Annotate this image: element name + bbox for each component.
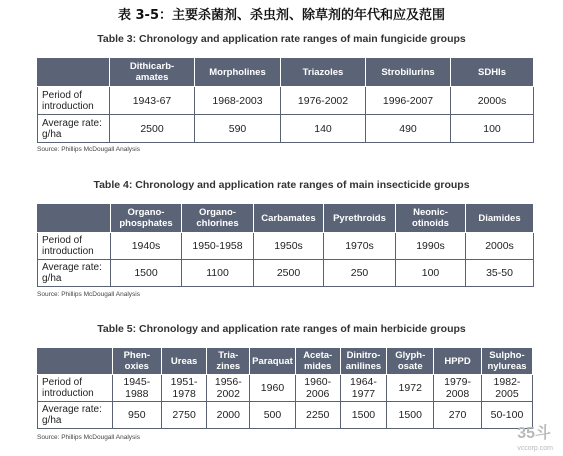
- table-cell: 1964- 1977: [340, 375, 387, 402]
- col-header-diamides: Diamides: [466, 204, 534, 233]
- table-cell: 1500: [387, 402, 434, 429]
- col-header-sdhis: SDHIs: [451, 58, 534, 87]
- col-header-phenoxies: Phen- oxies: [112, 348, 161, 375]
- table-cell: 490: [366, 115, 451, 143]
- table-cell: 2000s: [451, 87, 534, 115]
- table-cell: 1951- 1978: [161, 375, 207, 402]
- table-cell: 1990s: [396, 233, 466, 260]
- table-cell: 50-100: [481, 402, 532, 429]
- table-cell: 1968-2003: [195, 87, 281, 115]
- table-cell: 100: [451, 115, 534, 143]
- header-corner: [38, 58, 110, 87]
- fungicide-table: [37, 57, 534, 143]
- col-header-pyrethroids: Pyrethroids: [324, 204, 396, 233]
- col-header-acetamides: Aceta- mides: [295, 348, 340, 375]
- table-cell: 1996-2007: [366, 87, 451, 115]
- row-label-rate: Average rate: g/ha: [38, 260, 111, 287]
- col-header-morpholines: Morpholines: [195, 58, 281, 87]
- col-header-strobilurins: Strobilurins: [366, 58, 451, 87]
- table-cell: 2500: [254, 260, 324, 287]
- table-cell: 2000: [207, 402, 250, 429]
- table-cell: 1500: [340, 402, 387, 429]
- table-cell: 1500: [111, 260, 182, 287]
- col-header-paraquat: Paraquat: [250, 348, 296, 375]
- header-corner: [38, 348, 113, 375]
- table-cell: 270: [434, 402, 482, 429]
- table3-source: Source: Phillips McDougall Analysis: [37, 146, 140, 153]
- table3-title: Table 3: Chronology and application rate ranges of main fungicide groups: [97, 33, 466, 45]
- table-cell: 1970s: [324, 233, 396, 260]
- table4-source: Source: Phillips McDougall Analysis: [37, 291, 140, 298]
- watermark-sub: vccorp.com: [517, 445, 553, 452]
- table-cell: 100: [396, 260, 466, 287]
- table-cell: 1960: [250, 375, 296, 402]
- col-header-carbamates: Carbamates: [254, 204, 324, 233]
- table-cell: 1940s: [111, 233, 182, 260]
- col-header-ureas: Ureas: [161, 348, 207, 375]
- table-cell: 1972: [387, 375, 434, 402]
- col-header-triazines: Tria- zines: [207, 348, 250, 375]
- insecticide-table: [37, 203, 534, 287]
- table-cell: 1982- 2005: [481, 375, 532, 402]
- table-cell: 2250: [295, 402, 340, 429]
- table-cell: 1950-1958: [182, 233, 254, 260]
- table-cell: 140: [281, 115, 366, 143]
- table-cell: 2750: [161, 402, 207, 429]
- col-header-triazoles: Triazoles: [281, 58, 366, 87]
- table-cell: 1100: [182, 260, 254, 287]
- table-cell: 1945- 1988: [112, 375, 161, 402]
- table-cell: 1976-2002: [281, 87, 366, 115]
- table5-title: Table 5: Chronology and application rate ranges of main herbicide groups: [97, 323, 466, 335]
- table-cell: 500: [250, 402, 296, 429]
- table-cell: 250: [324, 260, 396, 287]
- header-corner: [38, 204, 111, 233]
- watermark-logo: [479, 418, 557, 452]
- watermark-text: 35斗: [517, 425, 551, 442]
- row-label-period: Period of introduction: [38, 375, 113, 402]
- col-header-sulphonylureas: Sulpho- nylureas: [481, 348, 532, 375]
- table5-source: Source: Phillips McDougall Analysis: [37, 434, 140, 441]
- table-cell: 1956- 2002: [207, 375, 250, 402]
- row-label-period: Period of introduction: [38, 87, 110, 115]
- col-header-organophosphates: Organo- phosphates: [111, 204, 182, 233]
- table-cell: 1950s: [254, 233, 324, 260]
- row-label-period: Period of introduction: [38, 233, 111, 260]
- table-cell: 1943-67: [110, 87, 195, 115]
- table-cell: 1960- 2006: [295, 375, 340, 402]
- col-header-dithiocarbamates: Dithicarb- amates: [110, 58, 195, 87]
- table-cell: 1979- 2008: [434, 375, 482, 402]
- page-title: 表 3-5：主要杀菌剂、杀虫剂、除草剂的年代和应及范围: [117, 8, 445, 23]
- table-cell: 2000s: [466, 233, 534, 260]
- table-cell: 590: [195, 115, 281, 143]
- col-header-hppd: HPPD: [434, 348, 482, 375]
- col-header-neonicotinoids: Neonic- otinoids: [396, 204, 466, 233]
- table-cell: 35-50: [466, 260, 534, 287]
- table4-title: Table 4: Chronology and application rate ranges of main insecticide groups: [93, 179, 470, 191]
- table-cell: 950: [112, 402, 161, 429]
- table-cell: 2500: [110, 115, 195, 143]
- row-label-rate: Average rate: g/ha: [38, 402, 113, 429]
- col-header-glyphosate: Glyph- osate: [387, 348, 434, 375]
- col-header-dinitroanilines: Dinitro- anilines: [340, 348, 387, 375]
- herbicide-table: [37, 347, 533, 429]
- col-header-organochlorines: Organo- chlorines: [182, 204, 254, 233]
- row-label-rate: Average rate: g/ha: [38, 115, 110, 143]
